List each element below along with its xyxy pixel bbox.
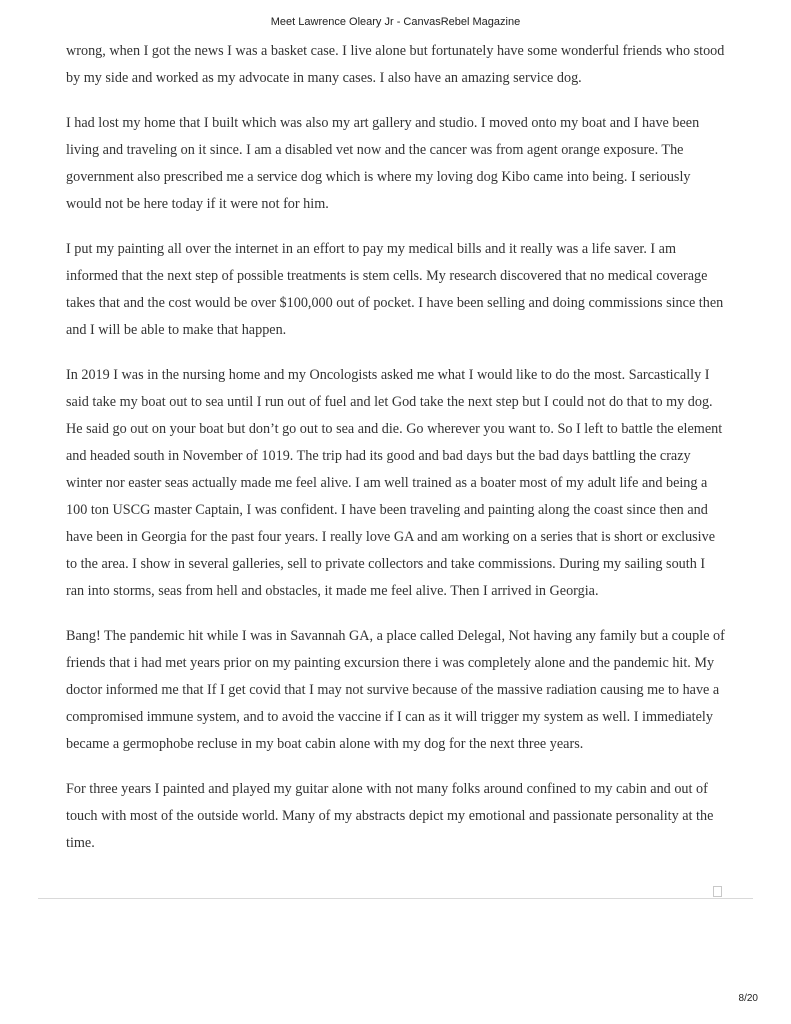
article-paragraph: I had lost my home that I built which was also my art gallery and studio. I moved onto my boat and I have been living and traveling on it since. I am a disabled vet now and the cancer was from agent orange exposure. The government also prescribed me a service dog which is where my loving dog Kibo came into being. I seriously would not be here today if it were not for him. [66, 115, 700, 212]
print-header-title: Meet Lawrence Oleary Jr - CanvasRebel Magazine [270, 16, 521, 28]
article-paragraph: wrong, when I got the news I was a basket case. I live alone but fortunately have some wonderful friends who stood by my side and worked as my advocate in many cases. I also have an amazing service dog. [66, 43, 725, 86]
page-number: 8/20 [738, 993, 758, 1004]
article-body [66, 38, 726, 875]
article-paragraph: Bang! The pandemic hit while I was in Savannah GA, a place called Delegal, Not having any family but a couple of friends that i had met years prior on my painting excursion there i was completely alone and the pandemic hit. My doctor informed me that If I get covid that I may not survive because of the massive radiation causing me to have a compromised immune system, and to avoid the vaccine if I can as it will trigger my system as well. I immediately became a germophobe recluse in my boat cabin alone with my dog for the next three years. [66, 628, 725, 752]
placeholder-box-icon [713, 886, 722, 897]
article-paragraph: In 2019 I was in the nursing home and my Oncologists asked me what I would like to do the most. Sarcastically I said take my boat out to sea until I run out of fuel and let God take the next step but I could not do that to my dog. He said go out on your boat but don’t go out to sea and die. Go wherever you want to. So I left to battle the element and headed south in November of 1019. The trip had its good and bad days but the bad days battling the crazy winter nor easter seas actually made me feel alive. I am well trained as a boater most of my adult life and being a 100 ton USCG master Captain, I was confident. I have been traveling and painting along the coast since then and have been in Georgia for the past four years. I really love GA and am working on a series that is short or exclusive to the area. I show in several galleries, sell to private collectors and take commissions. During my sailing south I ran into storms, seas from hell and obstacles, it made me feel alive. Then I arrived in Georgia. [66, 367, 723, 599]
article-paragraph: For three years I painted and played my guitar alone with not many folks around confined to my cabin and out of touch with most of the outside world. Many of my abstracts depict my emotional and passionate personality at the time. [66, 781, 714, 851]
section-divider [38, 898, 753, 899]
article-paragraph: I put my painting all over the internet in an effort to pay my medical bills and it really was a life saver. I am informed that the next step of possible treatments is stem cells. My research discovered that no medical coverage takes that and the cost would be over $100,000 out of pocket. I have been selling and doing commissions since then and I will be able to make that happen. [66, 241, 724, 338]
